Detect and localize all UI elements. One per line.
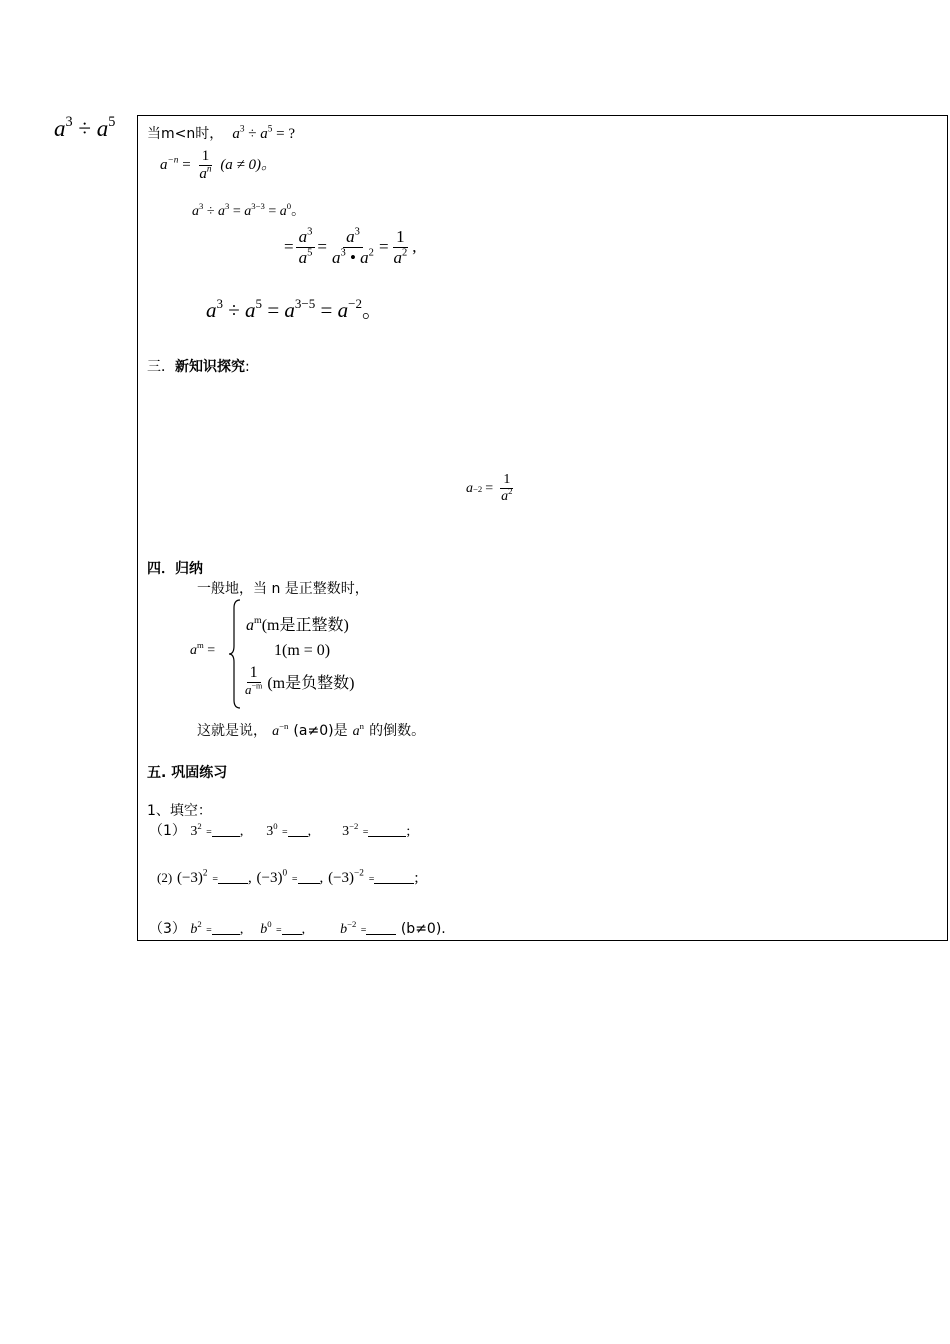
section-4-heading: 四．归纳: [147, 561, 203, 577]
answer-blank[interactable]: [298, 882, 320, 884]
piecewise-case-3: $\frac{1}{a^{-m}}$ (m是负整数): [245, 664, 355, 698]
zero-exponent-line: $a^3 \div a^3 = a^{3-3} = a^0$。: [192, 200, 306, 219]
answer-blank[interactable]: [366, 933, 396, 935]
answer-blank[interactable]: [282, 933, 302, 935]
content-box: [137, 115, 948, 941]
conclusion-line: 这就是说， $a^{-n}$ (a≠0)是 $a^n$ 的倒数。: [197, 720, 426, 739]
piecewise-case-2: 1(m = 0): [274, 642, 331, 659]
answer-blank[interactable]: [212, 835, 240, 837]
answer-blank[interactable]: [368, 835, 406, 837]
section-3-heading: 三．新知识探究:: [147, 359, 250, 375]
answer-blank[interactable]: [212, 933, 240, 935]
piecewise-lhs: $a^m$ =: [190, 639, 216, 658]
fraction-chain: = $\frac{a^3}{a^5}$ = $\frac{a^3}{a^3 • a^2}$ = $\frac{1}{a^2}$ ,: [284, 226, 417, 267]
section-5-heading: 五. 巩固练习: [147, 765, 228, 781]
exercise-row-1: （1） $3^2$ = , $3^0$ = , $3^{-2}$ = ;: [149, 820, 411, 839]
outside-expression: $a^3 \div a^5$: [54, 114, 116, 141]
answer-blank[interactable]: [288, 835, 308, 837]
intro-line: [147, 123, 295, 143]
center-formula: a −2 = $\frac{1}{a^2}$: [466, 472, 513, 505]
intro-question: $a^3 \div a^5$ = ?: [232, 124, 296, 142]
exercise-label: 1、填空：: [147, 803, 212, 819]
intro-condition: 当m<n时，: [147, 126, 224, 142]
answer-blank[interactable]: [218, 882, 248, 884]
exercise-row-2: (2) $(-3)^2$ = , $(-3)^0$ = , $(-3)^{-2}$ = ;: [157, 868, 419, 886]
exercise-row-3: （3） $b^2$ = , $b^0$ = , $b^{-2} = (b\ne 0)$.: [149, 918, 446, 937]
negative-exponent-definition: $a^{-n}$ = $\frac{1}{a^n}$ (a ≠ 0)。: [160, 148, 277, 183]
general-statement: 一般地，当 n 是正整数时，: [197, 581, 369, 597]
answer-blank[interactable]: [374, 882, 414, 884]
piecewise-case-1: $a^m(m$是正整数): [246, 615, 349, 634]
result-line: $a^3 \div a^5 = a^{3-5} = a^{-2}$。: [206, 295, 383, 322]
